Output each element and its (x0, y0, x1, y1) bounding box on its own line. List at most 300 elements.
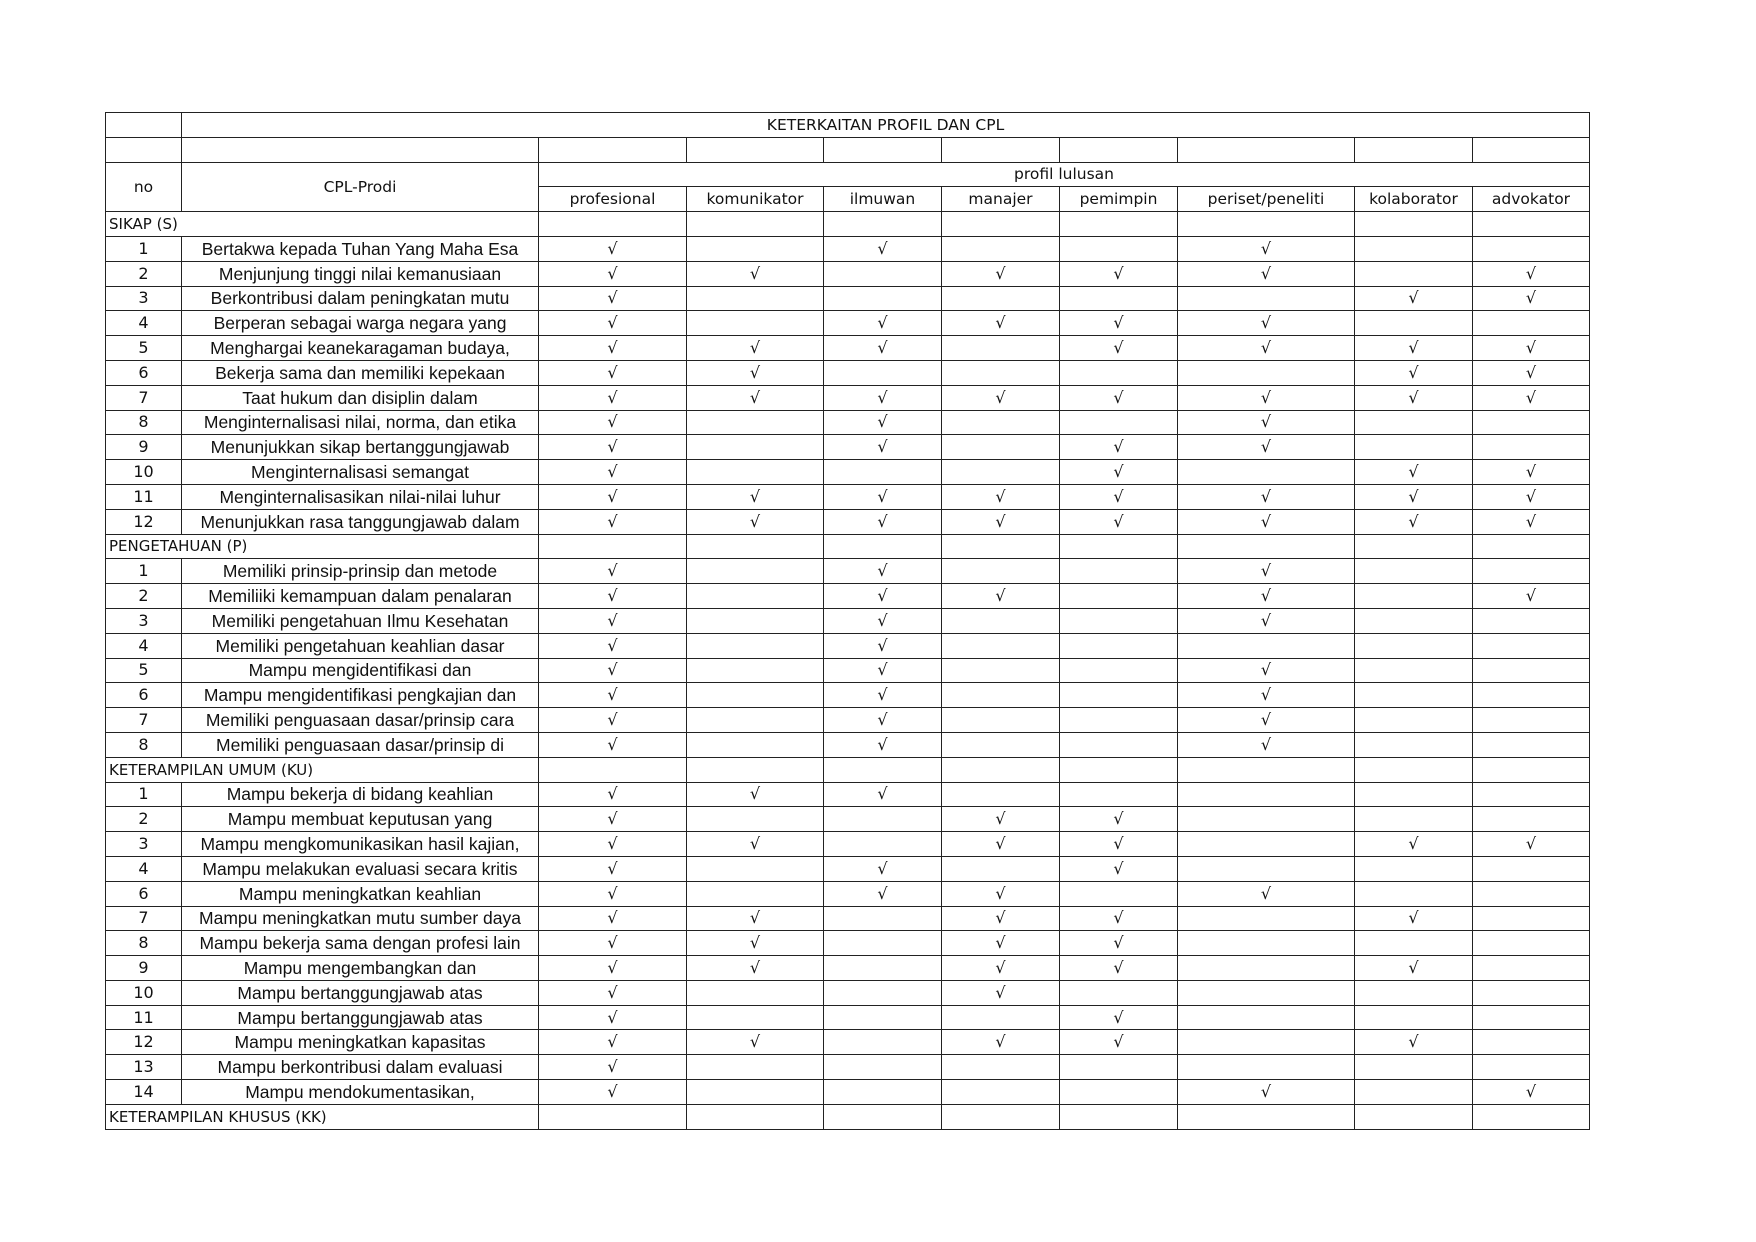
empty-cell (1060, 708, 1178, 733)
table-row (106, 906, 1590, 931)
empty-cell (942, 1080, 1060, 1105)
empty-cell (539, 212, 687, 237)
empty-cell (539, 1104, 687, 1129)
check-mark-cell: √ (1178, 683, 1355, 708)
empty-cell (687, 856, 824, 881)
empty-cell (1473, 1104, 1590, 1129)
empty-cell (687, 658, 824, 683)
empty-cell (1178, 1030, 1355, 1055)
empty-cell (1178, 906, 1355, 931)
check-mark-cell: √ (1355, 956, 1473, 981)
check-mark-cell: √ (1355, 286, 1473, 311)
check-mark-cell: √ (1473, 584, 1590, 609)
empty-cell (1355, 658, 1473, 683)
empty-cell (1473, 807, 1590, 832)
row-number: 13 (106, 1055, 182, 1080)
table-row (106, 807, 1590, 832)
empty-cell (1178, 212, 1355, 237)
empty-cell (1060, 633, 1178, 658)
empty-cell (824, 286, 942, 311)
check-mark-cell: √ (539, 410, 687, 435)
empty-cell (1473, 782, 1590, 807)
table-row (106, 286, 1590, 311)
empty-cell (824, 360, 942, 385)
check-mark-cell: √ (539, 584, 687, 609)
empty-cell (687, 435, 824, 460)
empty-cell (942, 732, 1060, 757)
empty-cell (1060, 757, 1178, 782)
table-row (106, 980, 1590, 1005)
row-number: 12 (106, 1030, 182, 1055)
table-row (106, 460, 1590, 485)
empty-cell (1060, 980, 1178, 1005)
empty-cell (1060, 782, 1178, 807)
table-row (106, 1055, 1590, 1080)
check-mark-cell: √ (942, 1030, 1060, 1055)
empty-cell (942, 608, 1060, 633)
check-mark-cell: √ (1355, 484, 1473, 509)
table-row (106, 782, 1590, 807)
empty-cell (1473, 980, 1590, 1005)
check-mark-cell: √ (1473, 460, 1590, 485)
row-number: 8 (106, 732, 182, 757)
check-mark-cell: √ (1178, 311, 1355, 336)
empty-cell (1355, 856, 1473, 881)
empty-cell (1178, 1055, 1355, 1080)
profile-header-3: manajer (942, 187, 1060, 212)
cpl-description: Menunjukkan rasa tanggungjawab dalam (182, 509, 539, 534)
cpl-description: Mampu bekerja di bidang keahlian (182, 782, 539, 807)
empty-cell (1355, 633, 1473, 658)
empty-cell (687, 708, 824, 733)
table-row (106, 1030, 1590, 1055)
check-mark-cell: √ (942, 311, 1060, 336)
check-mark-cell: √ (824, 683, 942, 708)
row-number: 6 (106, 881, 182, 906)
empty-cell (687, 633, 824, 658)
table-row (106, 484, 1590, 509)
check-mark-cell: √ (539, 732, 687, 757)
empty-cell (1355, 559, 1473, 584)
check-mark-cell: √ (1355, 832, 1473, 857)
check-mark-cell: √ (1355, 336, 1473, 361)
cpl-description: Mampu mengidentifikasi pengkajian dan (182, 683, 539, 708)
empty-cell (942, 410, 1060, 435)
section-title: PENGETAHUAN (P) (106, 534, 539, 559)
check-mark-cell: √ (539, 832, 687, 857)
check-mark-cell: √ (1060, 931, 1178, 956)
check-mark-cell: √ (539, 559, 687, 584)
empty-cell (1060, 683, 1178, 708)
cpl-description: Bekerja sama dan memiliki kepekaan (182, 360, 539, 385)
table-row (106, 683, 1590, 708)
check-mark-cell: √ (1178, 410, 1355, 435)
table-row (106, 956, 1590, 981)
row-number: 7 (106, 708, 182, 733)
check-mark-cell: √ (824, 311, 942, 336)
row-number: 8 (106, 410, 182, 435)
check-mark-cell: √ (942, 980, 1060, 1005)
check-mark-cell: √ (942, 807, 1060, 832)
empty-cell (1473, 658, 1590, 683)
empty-cell (942, 1055, 1060, 1080)
empty-cell (687, 212, 824, 237)
check-mark-cell: √ (687, 336, 824, 361)
empty-cell (1473, 1030, 1590, 1055)
check-mark-cell: √ (539, 1055, 687, 1080)
empty-cell (942, 782, 1060, 807)
table-row (106, 633, 1590, 658)
empty-cell (942, 559, 1060, 584)
check-mark-cell: √ (1473, 1080, 1590, 1105)
check-mark-cell: √ (539, 931, 687, 956)
check-mark-cell: √ (539, 782, 687, 807)
group-header-row (106, 162, 1590, 187)
empty-cell (687, 559, 824, 584)
empty-cell (1473, 559, 1590, 584)
check-mark-cell: √ (942, 906, 1060, 931)
check-mark-cell: √ (1473, 484, 1590, 509)
row-number: 3 (106, 832, 182, 857)
profile-header-5: periset/peneliti (1178, 187, 1355, 212)
section-header-row (106, 757, 1590, 782)
empty-cell (824, 906, 942, 931)
section-title: SIKAP (S) (106, 212, 539, 237)
check-mark-cell: √ (1060, 261, 1178, 286)
table-row (106, 435, 1590, 460)
check-mark-cell: √ (1178, 484, 1355, 509)
check-mark-cell: √ (1473, 385, 1590, 410)
empty-cell (824, 757, 942, 782)
profile-header-2: ilmuwan (824, 187, 942, 212)
check-mark-cell: √ (824, 856, 942, 881)
empty-cell (687, 881, 824, 906)
check-mark-cell: √ (1060, 906, 1178, 931)
empty-cell (687, 236, 824, 261)
check-mark-cell: √ (1060, 509, 1178, 534)
empty-cell (1355, 931, 1473, 956)
table-row (106, 856, 1590, 881)
check-mark-cell: √ (942, 931, 1060, 956)
empty-cell (942, 1104, 1060, 1129)
title-row (106, 113, 1590, 138)
check-mark-cell: √ (1060, 1005, 1178, 1030)
empty-cell (1355, 261, 1473, 286)
check-mark-cell: √ (687, 782, 824, 807)
table-row (106, 584, 1590, 609)
check-mark-cell: √ (1060, 385, 1178, 410)
cpl-description: Berkontribusi dalam peningkatan mutu (182, 286, 539, 311)
empty-cell (942, 460, 1060, 485)
empty-cell (1473, 856, 1590, 881)
check-mark-cell: √ (687, 261, 824, 286)
cpl-description: Mampu mendokumentasikan, (182, 1080, 539, 1105)
check-mark-cell: √ (687, 385, 824, 410)
check-mark-cell: √ (687, 484, 824, 509)
table-body (106, 113, 1590, 1130)
empty-cell (1355, 212, 1473, 237)
check-mark-cell: √ (824, 435, 942, 460)
empty-cell (942, 360, 1060, 385)
empty-cell (539, 534, 687, 559)
check-mark-cell: √ (1060, 435, 1178, 460)
empty-cell (1178, 856, 1355, 881)
empty-cell (1473, 435, 1590, 460)
empty-cell (687, 608, 824, 633)
check-mark-cell: √ (1178, 732, 1355, 757)
table-row (106, 360, 1590, 385)
check-mark-cell: √ (1178, 584, 1355, 609)
table-row (106, 509, 1590, 534)
check-mark-cell: √ (1178, 261, 1355, 286)
check-mark-cell: √ (539, 460, 687, 485)
cpl-description: Taat hukum dan disiplin dalam (182, 385, 539, 410)
empty-cell (824, 1055, 942, 1080)
empty-cell (1060, 559, 1178, 584)
empty-cell (1178, 286, 1355, 311)
check-mark-cell: √ (687, 906, 824, 931)
empty-cell (1178, 832, 1355, 857)
check-mark-cell: √ (687, 509, 824, 534)
table-row (106, 261, 1590, 286)
cpl-description: Menghargai keanekaragaman budaya, (182, 336, 539, 361)
check-mark-cell: √ (1178, 236, 1355, 261)
empty-cell (1178, 807, 1355, 832)
empty-cell (687, 286, 824, 311)
cpl-description: Memiliki pengetahuan keahlian dasar (182, 633, 539, 658)
empty-cell (824, 1005, 942, 1030)
empty-cell (1178, 782, 1355, 807)
row-number: 9 (106, 956, 182, 981)
empty-cell (1060, 286, 1178, 311)
empty-cell (942, 757, 1060, 782)
empty-cell (942, 1005, 1060, 1030)
check-mark-cell: √ (1473, 832, 1590, 857)
check-mark-cell: √ (1178, 608, 1355, 633)
cpl-description: Mampu meningkatkan mutu sumber daya (182, 906, 539, 931)
check-mark-cell: √ (539, 881, 687, 906)
empty-cell (1060, 732, 1178, 757)
empty-cell (1178, 460, 1355, 485)
blank-header-row (106, 137, 1590, 162)
empty-cell (1473, 931, 1590, 956)
row-number: 5 (106, 658, 182, 683)
empty-cell (687, 732, 824, 757)
empty-cell (1178, 757, 1355, 782)
row-number: 11 (106, 484, 182, 509)
table-row (106, 931, 1590, 956)
profile-header-7: advokator (1473, 187, 1590, 212)
check-mark-cell: √ (1178, 1080, 1355, 1105)
cpl-description: Mampu bertanggungjawab atas (182, 1005, 539, 1030)
check-mark-cell: √ (539, 633, 687, 658)
check-mark-cell: √ (539, 286, 687, 311)
corner-cell (106, 113, 182, 138)
cpl-description: Mampu melakukan evaluasi secara kritis (182, 856, 539, 881)
empty-cell (1060, 534, 1178, 559)
check-mark-cell: √ (1060, 807, 1178, 832)
empty-cell (1473, 906, 1590, 931)
check-mark-cell: √ (1473, 261, 1590, 286)
check-mark-cell: √ (942, 956, 1060, 981)
cpl-description: Berperan sebagai warga negara yang (182, 311, 539, 336)
check-mark-cell: √ (539, 658, 687, 683)
check-mark-cell: √ (824, 410, 942, 435)
empty-cell (824, 460, 942, 485)
check-mark-cell: √ (539, 683, 687, 708)
check-mark-cell: √ (1355, 509, 1473, 534)
empty-cell (942, 236, 1060, 261)
empty-cell (1355, 1104, 1473, 1129)
empty-cell (942, 336, 1060, 361)
table-row (106, 832, 1590, 857)
empty-cell (1473, 212, 1590, 237)
table-row (106, 1080, 1590, 1105)
check-mark-cell: √ (1178, 658, 1355, 683)
check-mark-cell: √ (1178, 435, 1355, 460)
check-mark-cell: √ (1060, 460, 1178, 485)
empty-cell (1060, 584, 1178, 609)
cpl-description: Menginternalisasi semangat (182, 460, 539, 485)
check-mark-cell: √ (539, 385, 687, 410)
row-number: 10 (106, 460, 182, 485)
empty-cell (1473, 311, 1590, 336)
empty-cell (942, 435, 1060, 460)
check-mark-cell: √ (1178, 559, 1355, 584)
row-number: 2 (106, 261, 182, 286)
empty-cell (1060, 360, 1178, 385)
empty-cell (687, 1055, 824, 1080)
check-mark-cell: √ (1060, 311, 1178, 336)
empty-cell (1355, 683, 1473, 708)
table-row (106, 732, 1590, 757)
check-mark-cell: √ (824, 236, 942, 261)
empty-cell (1060, 1104, 1178, 1129)
empty-cell (539, 757, 687, 782)
profile-header-0: profesional (539, 187, 687, 212)
empty-cell (1473, 1055, 1590, 1080)
empty-cell (1355, 236, 1473, 261)
empty-cell (1060, 1055, 1178, 1080)
column-header-no: no (106, 162, 182, 212)
row-number: 2 (106, 807, 182, 832)
check-mark-cell: √ (1355, 460, 1473, 485)
empty-cell (1473, 236, 1590, 261)
empty-cell (824, 980, 942, 1005)
empty-cell (942, 658, 1060, 683)
check-mark-cell: √ (539, 856, 687, 881)
empty-cell (1473, 608, 1590, 633)
profile-header-1: komunikator (687, 187, 824, 212)
row-number: 7 (106, 385, 182, 410)
check-mark-cell: √ (539, 1005, 687, 1030)
check-mark-cell: √ (539, 980, 687, 1005)
check-mark-cell: √ (942, 261, 1060, 286)
check-mark-cell: √ (824, 336, 942, 361)
cpl-description: Memiliki penguasaan dasar/prinsip di (182, 732, 539, 757)
row-number: 1 (106, 559, 182, 584)
cpl-description: Menginternalisasikan nilai-nilai luhur (182, 484, 539, 509)
check-mark-cell: √ (1178, 385, 1355, 410)
row-number: 2 (106, 584, 182, 609)
table-row (106, 881, 1590, 906)
cpl-description: Menunjukkan sikap bertanggungjawab (182, 435, 539, 460)
check-mark-cell: √ (539, 236, 687, 261)
check-mark-cell: √ (539, 360, 687, 385)
check-mark-cell: √ (1473, 286, 1590, 311)
empty-cell (687, 311, 824, 336)
row-number: 1 (106, 236, 182, 261)
check-mark-cell: √ (539, 435, 687, 460)
empty-cell (1355, 1080, 1473, 1105)
empty-cell (824, 212, 942, 237)
row-number: 3 (106, 608, 182, 633)
empty-cell (1178, 931, 1355, 956)
row-number: 12 (106, 509, 182, 534)
check-mark-cell: √ (539, 807, 687, 832)
section-header-row (106, 534, 1590, 559)
row-number: 11 (106, 1005, 182, 1030)
empty-cell (1473, 732, 1590, 757)
row-number: 5 (106, 336, 182, 361)
check-mark-cell: √ (824, 385, 942, 410)
check-mark-cell: √ (1178, 509, 1355, 534)
row-number: 8 (106, 931, 182, 956)
check-mark-cell: √ (1355, 360, 1473, 385)
empty-cell (1060, 236, 1178, 261)
empty-cell (1178, 534, 1355, 559)
empty-cell (687, 1104, 824, 1129)
check-mark-cell: √ (687, 931, 824, 956)
empty-cell (687, 980, 824, 1005)
check-mark-cell: √ (539, 509, 687, 534)
cpl-description: Memiliiki kemampuan dalam penalaran (182, 584, 539, 609)
empty-cell (1178, 360, 1355, 385)
table-row (106, 559, 1590, 584)
check-mark-cell: √ (539, 956, 687, 981)
empty-cell (1355, 410, 1473, 435)
check-mark-cell: √ (687, 360, 824, 385)
empty-cell (1060, 410, 1178, 435)
table-row (106, 608, 1590, 633)
empty-cell (942, 212, 1060, 237)
cpl-description: Mampu berkontribusi dalam evaluasi (182, 1055, 539, 1080)
empty-cell (1355, 980, 1473, 1005)
empty-cell (687, 1005, 824, 1030)
empty-cell (1060, 212, 1178, 237)
empty-cell (1355, 782, 1473, 807)
check-mark-cell: √ (1473, 360, 1590, 385)
cpl-description: Mampu mengidentifikasi dan (182, 658, 539, 683)
check-mark-cell: √ (942, 509, 1060, 534)
check-mark-cell: √ (824, 881, 942, 906)
check-mark-cell: √ (824, 708, 942, 733)
row-number: 1 (106, 782, 182, 807)
check-mark-cell: √ (824, 732, 942, 757)
check-mark-cell: √ (1060, 336, 1178, 361)
check-mark-cell: √ (1178, 708, 1355, 733)
section-title: KETERAMPILAN UMUM (KU) (106, 757, 539, 782)
empty-cell (1355, 1005, 1473, 1030)
row-number: 4 (106, 311, 182, 336)
empty-cell (1355, 435, 1473, 460)
table-row (106, 1005, 1590, 1030)
check-mark-cell: √ (1060, 1030, 1178, 1055)
row-number: 14 (106, 1080, 182, 1105)
check-mark-cell: √ (942, 832, 1060, 857)
empty-cell (1473, 410, 1590, 435)
empty-cell (1473, 956, 1590, 981)
